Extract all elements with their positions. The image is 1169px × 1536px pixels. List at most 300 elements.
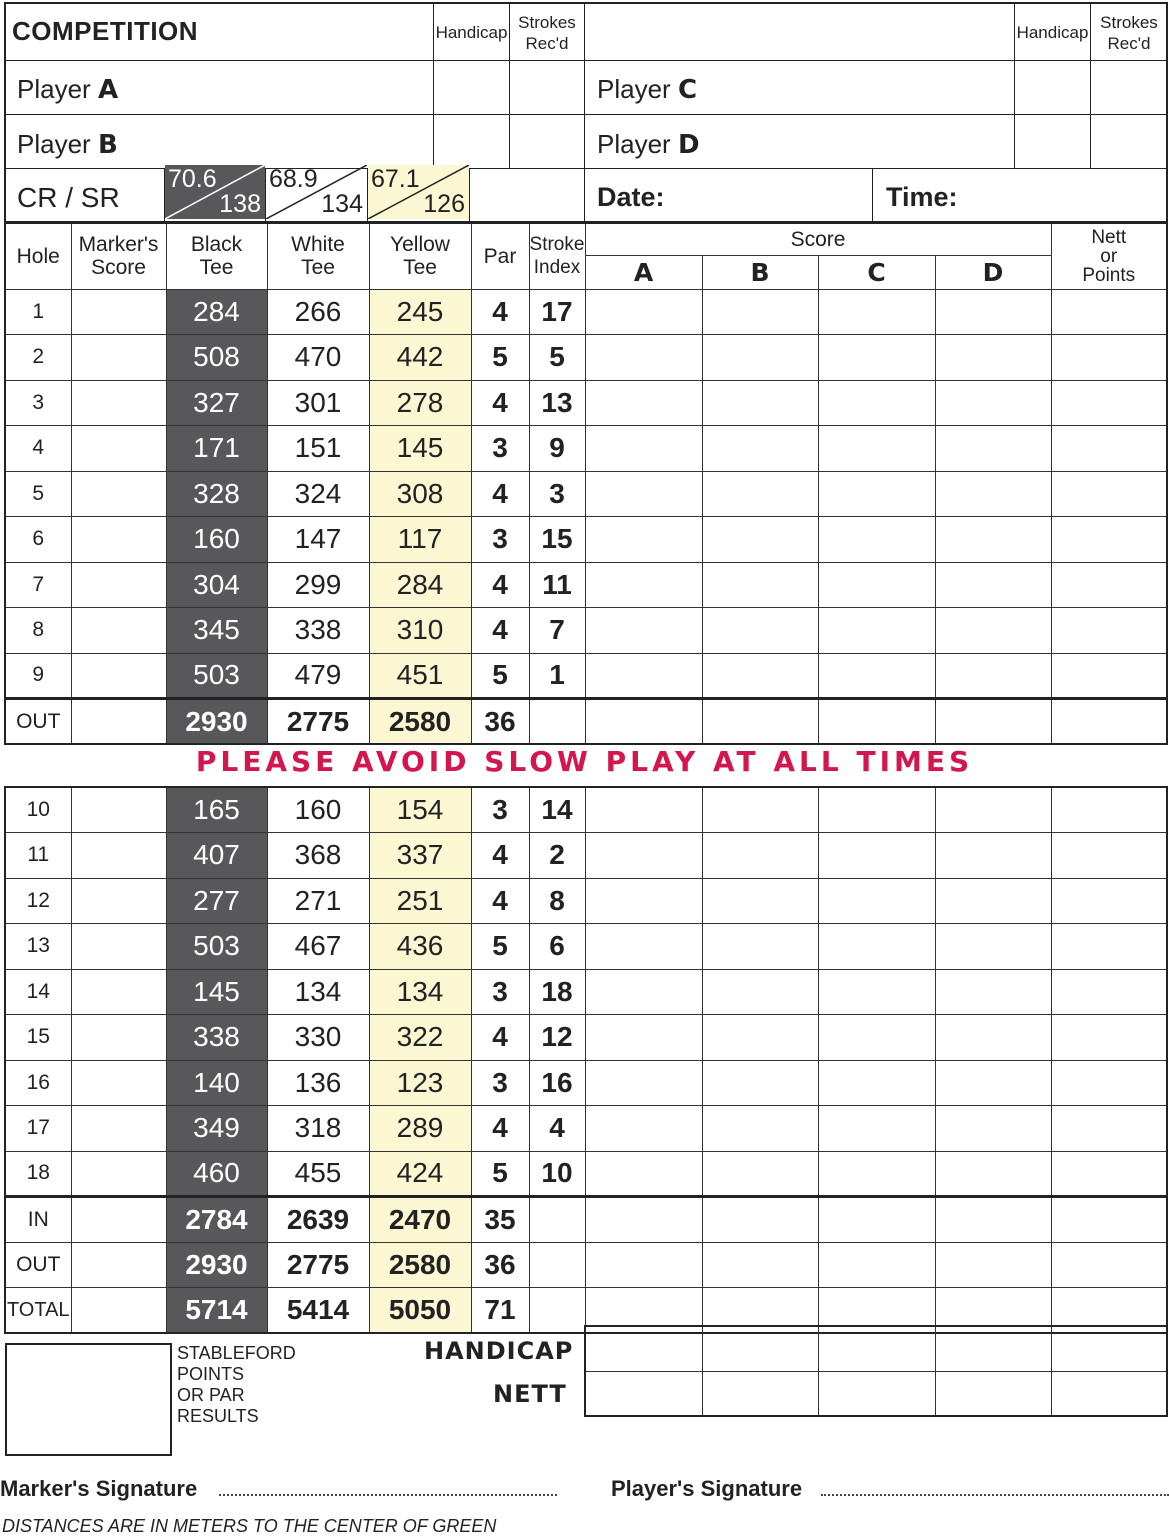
score-cell-player-a[interactable] (585, 878, 702, 924)
hole-number: 2 (5, 335, 71, 381)
par-value: 36 (471, 699, 529, 745)
par-value: 4 (471, 471, 529, 517)
score-cell-player-a[interactable] (585, 1106, 702, 1152)
score-cell-player-b[interactable] (702, 1151, 818, 1197)
white-tee-distance: 470 (267, 335, 369, 381)
score-cell-player-d[interactable] (935, 969, 1051, 1015)
back-nine-table (4, 786, 1168, 1334)
time-field[interactable] (975, 170, 1165, 221)
score-cell-player-d[interactable] (935, 517, 1051, 563)
markers-score-cell[interactable] (71, 289, 166, 335)
score-cell-player-b[interactable] (702, 471, 818, 517)
score-cell-player-d[interactable] (935, 1015, 1051, 1061)
par-value: 71 (471, 1288, 529, 1334)
date-label: Date: (597, 182, 665, 212)
total-row (5, 699, 1167, 745)
markers-score-cell[interactable] (71, 380, 166, 426)
score-cell-player-c[interactable] (818, 1197, 935, 1243)
yellow-tee-distance: 134 (369, 969, 471, 1015)
stroke-index-value: 13 (529, 380, 585, 426)
score-cell-player-b[interactable] (702, 1242, 818, 1288)
col-player-c: C (818, 255, 935, 289)
score-cell-player-d[interactable] (935, 426, 1051, 472)
score-cell-player-b[interactable] (702, 289, 818, 335)
markers-score-cell[interactable] (71, 1151, 166, 1197)
score-cell-player-c[interactable] (818, 289, 935, 335)
nett-points-cell[interactable] (1051, 924, 1167, 970)
nett-points-cell[interactable] (1051, 833, 1167, 879)
nett-points-cell[interactable] (1051, 335, 1167, 381)
handicap-cell[interactable] (935, 1326, 1051, 1371)
marker-signature-line[interactable] (219, 1494, 557, 1496)
score-cell-player-b[interactable] (702, 653, 818, 699)
score-cell-player-a[interactable] (585, 380, 702, 426)
score-cell-player-a[interactable] (585, 1151, 702, 1197)
score-cell-player-c[interactable] (818, 969, 935, 1015)
nett-points-cell[interactable] (1051, 289, 1167, 335)
score-cell-player-b[interactable] (702, 699, 818, 745)
score-cell-player-c[interactable] (818, 1060, 935, 1106)
results-box[interactable] (5, 1343, 172, 1456)
markers-score-cell[interactable] (71, 517, 166, 563)
markers-score-cell[interactable] (71, 335, 166, 381)
black-tee-distance: 2930 (166, 1242, 267, 1288)
course-rating: 67.1 (371, 165, 420, 193)
score-cell-player-c[interactable] (818, 878, 935, 924)
score-cell-player-c[interactable] (818, 1106, 935, 1152)
hole-row (5, 517, 1167, 563)
par-value: 4 (471, 1106, 529, 1152)
score-cell-player-c[interactable] (818, 380, 935, 426)
score-cell-player-b[interactable] (702, 426, 818, 472)
score-cell-player-b[interactable] (702, 969, 818, 1015)
table-header (5, 223, 1167, 255)
stroke-index-value: 10 (529, 1151, 585, 1197)
stroke-index-value: 17 (529, 289, 585, 335)
score-cell-player-b[interactable] (702, 1197, 818, 1243)
nett-points-cell[interactable] (1051, 471, 1167, 517)
yellow-tee-distance: 251 (369, 878, 471, 924)
nett-points-cell[interactable] (1051, 1106, 1167, 1152)
player-word: Player (17, 129, 91, 159)
score-cell-player-d[interactable] (935, 380, 1051, 426)
score-cell-player-a[interactable] (585, 289, 702, 335)
markers-score-cell[interactable] (71, 878, 166, 924)
score-cell-player-d[interactable] (935, 1197, 1051, 1243)
handicap-cell[interactable] (818, 1326, 935, 1371)
hole-number: 17 (5, 1106, 71, 1152)
score-cell-player-c[interactable] (818, 924, 935, 970)
stroke-index-value: 7 (529, 608, 585, 654)
score-cell-player-d[interactable] (935, 653, 1051, 699)
score-cell-player-a[interactable] (585, 517, 702, 563)
stroke-index-value: 6 (529, 924, 585, 970)
nett-cell[interactable] (702, 1371, 818, 1416)
hole-row (5, 562, 1167, 608)
strokes-line1: Strokes (1100, 13, 1158, 32)
col-line: White (291, 233, 345, 257)
nett-points-cell[interactable] (1051, 608, 1167, 654)
score-cell-player-b[interactable] (702, 1106, 818, 1152)
hole-row (5, 426, 1167, 472)
par-value: 4 (471, 1015, 529, 1061)
player-word: Player (17, 74, 91, 104)
marker-signature-label: Marker's Signature (0, 1476, 198, 1501)
yellow-tee-distance: 2580 (369, 699, 471, 745)
strokes-label-left (510, 12, 584, 54)
col-line: Score (91, 256, 146, 280)
white-tee-distance: 338 (267, 608, 369, 654)
score-cell-player-d[interactable] (935, 924, 1051, 970)
score-cell-player-d[interactable] (935, 1242, 1051, 1288)
score-cell-player-a[interactable] (585, 653, 702, 699)
player-signature-label: Player's Signature (611, 1476, 803, 1501)
handicap-cell[interactable] (585, 1326, 702, 1371)
nett-cell[interactable] (818, 1371, 935, 1416)
yellow-tee-distance: 5050 (369, 1288, 471, 1334)
player-d-name-field[interactable] (690, 116, 1012, 167)
nett-cell[interactable] (585, 1371, 702, 1416)
nett-points-cell[interactable] (1051, 380, 1167, 426)
row-label: IN (5, 1197, 71, 1243)
hole-row (5, 924, 1167, 970)
score-cell-player-b[interactable] (702, 787, 818, 833)
score-cell-player-d[interactable] (935, 289, 1051, 335)
score-cell-player-b[interactable] (702, 380, 818, 426)
score-cell-player-b[interactable] (702, 608, 818, 654)
handicap-cell[interactable] (1051, 1326, 1167, 1371)
results-line: STABLEFORD (177, 1343, 296, 1363)
black-tee-distance: 328 (166, 471, 267, 517)
nett-points-cell[interactable] (1051, 653, 1167, 699)
score-cell-player-a[interactable] (585, 335, 702, 381)
hole-number: 11 (5, 833, 71, 879)
par-value: 4 (471, 878, 529, 924)
hole-number: 5 (5, 471, 71, 517)
markers-score-cell[interactable] (71, 562, 166, 608)
score-cell-player-c[interactable] (818, 426, 935, 472)
score-cell-player-b[interactable] (702, 562, 818, 608)
markers-score-cell[interactable] (71, 787, 166, 833)
divider (4, 60, 1168, 61)
stroke-index-value: 3 (529, 471, 585, 517)
col-line: or (1100, 245, 1118, 267)
row-label: TOTAL (5, 1288, 71, 1334)
markers-score-cell[interactable] (71, 1015, 166, 1061)
results-label (177, 1343, 296, 1427)
stroke-index-value: 14 (529, 787, 585, 833)
col-line: Black (190, 233, 243, 257)
score-cell-player-c[interactable] (818, 517, 935, 563)
hole-row (5, 335, 1167, 381)
nett-points-cell[interactable] (1051, 517, 1167, 563)
score-cell-player-c[interactable] (818, 1151, 935, 1197)
score-cell-player-d[interactable] (935, 608, 1051, 654)
player-b-label (17, 129, 118, 160)
hole-row (5, 878, 1167, 924)
score-cell-player-c[interactable] (818, 699, 935, 745)
stroke-index-value: 8 (529, 878, 585, 924)
nett-points-cell[interactable] (1051, 969, 1167, 1015)
nett-cell[interactable] (1051, 1371, 1167, 1416)
score-cell-player-d[interactable] (935, 699, 1051, 745)
score-cell-player-d[interactable] (935, 878, 1051, 924)
score-cell-player-d[interactable] (935, 1060, 1051, 1106)
black-tee-distance: 140 (166, 1060, 267, 1106)
score-cell-player-d[interactable] (935, 562, 1051, 608)
score-cell-player-d[interactable] (935, 787, 1051, 833)
player-c-label (597, 74, 697, 105)
markers-score-cell[interactable] (71, 969, 166, 1015)
black-tee-distance: 345 (166, 608, 267, 654)
markers-score-cell[interactable] (71, 608, 166, 654)
score-cell-player-c[interactable] (818, 1242, 935, 1288)
score-cell-player-a[interactable] (585, 1015, 702, 1061)
white-tee-distance: 160 (267, 787, 369, 833)
yellow-tee-distance: 2580 (369, 1242, 471, 1288)
score-cell-player-b[interactable] (702, 1060, 818, 1106)
col-line: Marker's (78, 233, 159, 257)
score-cell-player-a[interactable] (585, 924, 702, 970)
col-line: Points (1082, 264, 1136, 286)
par-value: 4 (471, 289, 529, 335)
score-cell-player-a[interactable] (585, 608, 702, 654)
slow-play-banner: PLEASE AVOID SLOW PLAY AT ALL TIMES (195, 745, 974, 778)
nett-points-cell[interactable] (1051, 699, 1167, 745)
score-cell-player-a[interactable] (585, 969, 702, 1015)
par-value: 3 (471, 517, 529, 563)
nett-points-cell[interactable] (1051, 1015, 1167, 1061)
nett-points-cell[interactable] (1051, 787, 1167, 833)
par-value: 3 (471, 969, 529, 1015)
nett-row-label: NETT (493, 1380, 567, 1408)
score-cell-player-a[interactable] (585, 562, 702, 608)
score-cell-player-d[interactable] (935, 471, 1051, 517)
nett-points-cell[interactable] (1051, 1242, 1167, 1288)
col-white-tee (267, 223, 369, 289)
score-cell-player-b[interactable] (702, 335, 818, 381)
markers-score-cell[interactable] (71, 1197, 166, 1243)
hole-row (5, 1106, 1167, 1152)
yellow-tee-distance: 284 (369, 562, 471, 608)
hole-row (5, 653, 1167, 699)
par-value: 3 (471, 426, 529, 472)
black-tee-distance: 304 (166, 562, 267, 608)
white-tee-distance: 299 (267, 562, 369, 608)
par-value: 4 (471, 833, 529, 879)
player-letter: A (97, 75, 119, 105)
player-d-label (597, 129, 700, 160)
stroke-index-blank (529, 1242, 585, 1288)
par-value: 36 (471, 1242, 529, 1288)
score-cell-player-a[interactable] (585, 426, 702, 472)
date-field[interactable] (690, 170, 870, 221)
black-tee-distance: 165 (166, 787, 267, 833)
black-tee-distance: 2784 (166, 1197, 267, 1243)
markers-score-cell[interactable] (71, 653, 166, 699)
score-cell-player-b[interactable] (702, 1015, 818, 1061)
white-tee-distance: 324 (267, 471, 369, 517)
row-label: OUT (5, 1242, 71, 1288)
hole-row (5, 471, 1167, 517)
yellow-tee-distance: 278 (369, 380, 471, 426)
white-tee-distance: 136 (267, 1060, 369, 1106)
row-label: OUT (5, 699, 71, 745)
black-tee-distance: 160 (166, 517, 267, 563)
player-a-name-field[interactable] (110, 62, 432, 113)
score-cell-player-d[interactable] (935, 833, 1051, 879)
markers-score-cell[interactable] (71, 426, 166, 472)
player-a-label (17, 74, 118, 105)
handicap-nett-table (584, 1325, 1168, 1417)
par-value: 5 (471, 1151, 529, 1197)
black-tee-distance: 5714 (166, 1288, 267, 1334)
score-cell-player-c[interactable] (818, 653, 935, 699)
nett-points-cell[interactable] (1051, 562, 1167, 608)
white-tee-distance: 301 (267, 380, 369, 426)
time-label: Time: (886, 182, 958, 212)
par-value: 35 (471, 1197, 529, 1243)
white-tee-distance: 455 (267, 1151, 369, 1197)
par-value: 4 (471, 608, 529, 654)
stroke-index-value: 1 (529, 653, 585, 699)
divider (469, 168, 470, 223)
hole-row (5, 608, 1167, 654)
score-cell-player-b[interactable] (702, 517, 818, 563)
markers-score-cell[interactable] (71, 924, 166, 970)
col-line: Index (533, 257, 581, 279)
score-cell-player-a[interactable] (585, 833, 702, 879)
markers-score-cell[interactable] (71, 1242, 166, 1288)
strokes-line2: Rec'd (525, 34, 569, 53)
yellow-tee-distance: 289 (369, 1106, 471, 1152)
col-line: Tee (403, 256, 437, 280)
col-markers-score (71, 223, 166, 289)
handicap-label-left: Handicap (435, 23, 508, 42)
hole-number: 7 (5, 562, 71, 608)
player-signature-line[interactable] (821, 1494, 1169, 1496)
markers-score-cell[interactable] (71, 471, 166, 517)
score-cell-player-c[interactable] (818, 608, 935, 654)
black-tee-distance: 2930 (166, 699, 267, 745)
hole-number: 15 (5, 1015, 71, 1061)
markers-score-cell[interactable] (71, 699, 166, 745)
white-tee-distance: 5414 (267, 1288, 369, 1334)
markers-score-cell[interactable] (71, 1060, 166, 1106)
results-line: RESULTS (177, 1406, 259, 1426)
player-b-name-field[interactable] (110, 116, 432, 167)
col-hole: Hole (5, 223, 71, 289)
stroke-index-value: 18 (529, 969, 585, 1015)
markers-score-cell[interactable] (71, 1106, 166, 1152)
nett-points-cell[interactable] (1051, 426, 1167, 472)
stroke-index-value: 11 (529, 562, 585, 608)
nett-points-cell[interactable] (1051, 878, 1167, 924)
hole-row (5, 1151, 1167, 1197)
yellow-tee-rating (368, 165, 469, 219)
yellow-tee-distance: 322 (369, 1015, 471, 1061)
nett-row (585, 1371, 1167, 1416)
slope-rating: 134 (321, 190, 363, 218)
markers-score-cell[interactable] (71, 1288, 166, 1334)
score-cell-player-c[interactable] (818, 562, 935, 608)
score-cell-player-b[interactable] (702, 878, 818, 924)
hole-number: 10 (5, 787, 71, 833)
yellow-tee-distance: 337 (369, 833, 471, 879)
yellow-tee-distance: 424 (369, 1151, 471, 1197)
score-cell-player-a[interactable] (585, 1060, 702, 1106)
col-black-tee (166, 223, 267, 289)
slope-rating: 126 (423, 190, 465, 218)
nett-points-cell[interactable] (1051, 1151, 1167, 1197)
competition-label: COMPETITION (12, 16, 199, 46)
par-value: 3 (471, 1060, 529, 1106)
par-value: 5 (471, 924, 529, 970)
cr-sr-label: CR / SR (17, 182, 120, 213)
score-cell-player-c[interactable] (818, 471, 935, 517)
hole-row (5, 1060, 1167, 1106)
player-letter: D (677, 130, 700, 160)
score-cell-player-d[interactable] (935, 1106, 1051, 1152)
nett-cell[interactable] (935, 1371, 1051, 1416)
white-tee-distance: 318 (267, 1106, 369, 1152)
par-value: 4 (471, 380, 529, 426)
par-value: 4 (471, 562, 529, 608)
nett-points-cell[interactable] (1051, 1060, 1167, 1106)
player-c-name-field[interactable] (690, 62, 1012, 113)
par-value: 5 (471, 653, 529, 699)
stroke-index-value: 4 (529, 1106, 585, 1152)
score-cell-player-c[interactable] (818, 335, 935, 381)
markers-score-cell[interactable] (71, 833, 166, 879)
col-yellow-tee (369, 223, 471, 289)
nett-points-cell[interactable] (1051, 1197, 1167, 1243)
score-cell-player-b[interactable] (702, 924, 818, 970)
player-letter: C (677, 75, 698, 105)
stroke-index-value: 9 (529, 426, 585, 472)
stroke-index-value: 15 (529, 517, 585, 563)
black-tee-distance: 277 (166, 878, 267, 924)
score-cell-player-d[interactable] (935, 335, 1051, 381)
black-tee-distance: 407 (166, 833, 267, 879)
yellow-tee-distance: 436 (369, 924, 471, 970)
hole-number: 16 (5, 1060, 71, 1106)
handicap-row-label: HANDICAP (424, 1337, 574, 1365)
score-cell-player-c[interactable] (818, 1015, 935, 1061)
hole-number: 12 (5, 878, 71, 924)
score-cell-player-b[interactable] (702, 833, 818, 879)
score-cell-player-c[interactable] (818, 833, 935, 879)
player-letter: B (97, 130, 118, 160)
handicap-cell[interactable] (702, 1326, 818, 1371)
white-tee-distance: 479 (267, 653, 369, 699)
total-row (5, 1242, 1167, 1288)
white-tee-distance: 134 (267, 969, 369, 1015)
divider (872, 168, 873, 223)
black-tee-distance: 171 (166, 426, 267, 472)
score-cell-player-a[interactable] (585, 699, 702, 745)
score-cell-player-c[interactable] (818, 787, 935, 833)
score-cell-player-a[interactable] (585, 787, 702, 833)
score-cell-player-a[interactable] (585, 1242, 702, 1288)
yellow-tee-distance: 308 (369, 471, 471, 517)
black-tee-distance: 327 (166, 380, 267, 426)
score-cell-player-a[interactable] (585, 471, 702, 517)
yellow-tee-distance: 123 (369, 1060, 471, 1106)
stroke-index-blank (529, 699, 585, 745)
score-cell-player-d[interactable] (935, 1151, 1051, 1197)
score-cell-player-a[interactable] (585, 1197, 702, 1243)
